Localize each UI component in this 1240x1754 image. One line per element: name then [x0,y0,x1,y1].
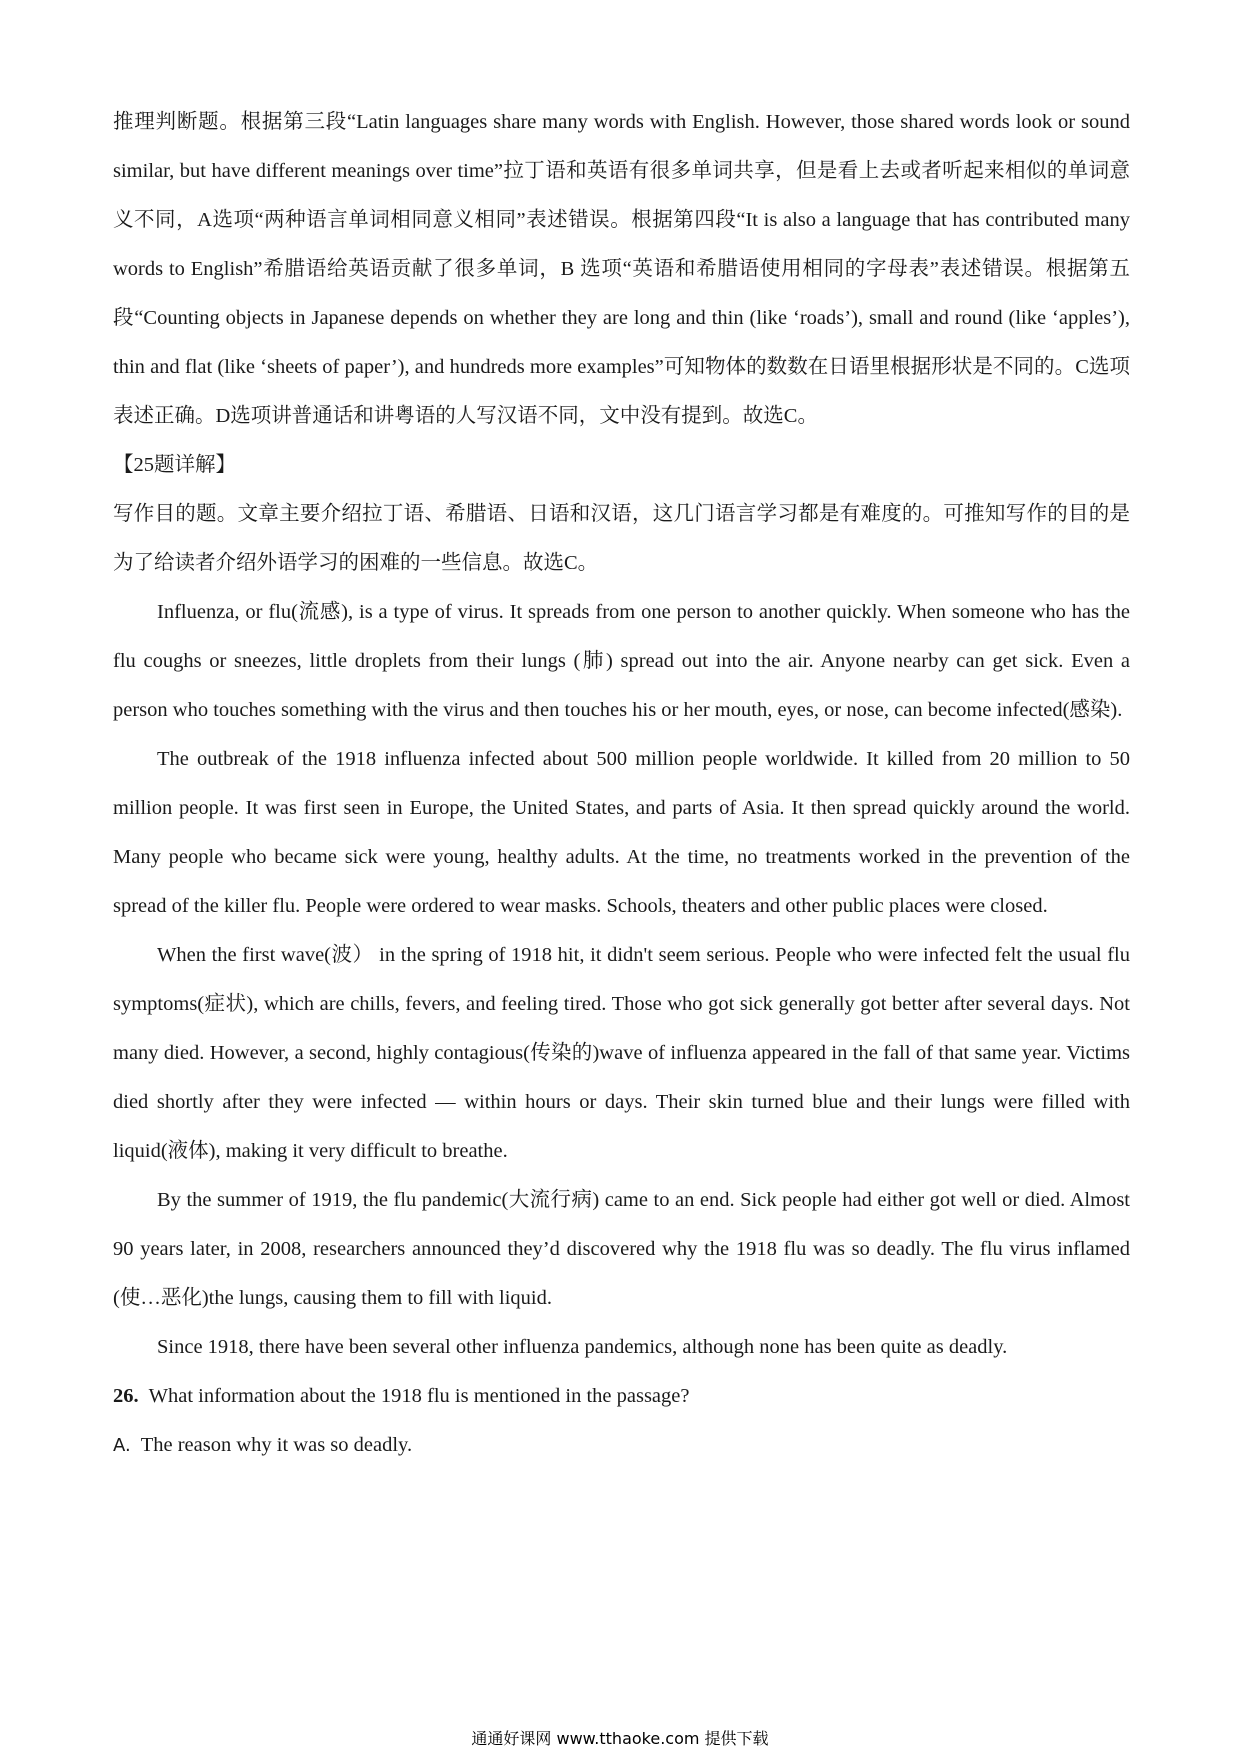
passage-paragraph-2: The outbreak of the 1918 influenza infected about 500 million people worldwide. It killed from 20 million to 50 million people. It was first seen in Europe, the United States, and parts of Asia. It then spread quickly around the world. Many people who became sick were young, healthy adults. At the time, no treatments worked in the prevention of the spread of the killer flu. People were ordered to wear masks. Schools, theaters and other public places were closed. [113,748,1130,917]
question-26 [113,1372,1130,1421]
passage-paragraph-1: Influenza, or flu(流感), is a type of virus. It spreads from one person to another quickly. When someone who has the flu coughs or sneezes, little droplets from their lungs (肺) spread out into the air. Anyone nearby can get sick. Even a person who touches something with the virus and then touches his or her mouth, eyes, or nose, can become infected(感染). [113,601,1130,721]
option-letter: A. [113,1435,131,1456]
explanation-25-text: 写作目的题。文章主要介绍拉丁语、希腊语、日语和汉语，这几门语言学习都是有难度的。可推知写作的目的是为了给读者介绍外语学习的困难的一些信息。故选C。 [113,503,1130,574]
passage-paragraph-4: By the summer of 1919, the flu pandemic(大流行病) came to an end. Sick people had either got well or died. Almost 90 years later, in 2008, researchers announced they’d discovered why the 1918 flu was so deadly. The flu virus inflamed (使…恶化)the lungs, causing them to fill with liquid. [113,1189,1130,1309]
page-footer: 通通好课网 www.tthaoke.com 提供下载 [471,1729,769,1748]
passage-paragraph-3: When the first wave(波） in the spring of 1918 hit, it didn't seem serious. People who were infected felt the usual flu symptoms(症状), which are chills, fevers, and feeling tired. Those who got sick generally got better after several days. Not many died. However, a second, highly contagious(传染的)wave of influenza appeared in the fall of that same year. Victims died shortly after they were infected — within hours or days. Their skin turned blue and their lungs were filled with liquid(液体), making it very difficult to breathe. [113,944,1130,1162]
passage-paragraph-5: Since 1918, there have been several other influenza pandemics, although none has been quite as deadly. [157,1336,1008,1358]
explanation-25-heading: 【25题详解】 [113,454,236,476]
question-26-option-a [113,1421,1130,1470]
question-text: What information about the 1918 flu is mentioned in the passage? [148,1385,690,1407]
option-text: The reason why it was so deadly. [140,1434,413,1456]
document-page [113,98,1130,1470]
question-number: 26. [113,1385,139,1407]
explanation-24-text: 推理判断题。根据第三段“Latin languages share many words with English. However, those shared words look or sound similar, but have different meanings over time”拉丁语和英语有很多单词共享，但是看上去或者听起来相似的单词意义不同，A选项“两种语言单词相同意义相同”表述错误。根据第四段“It is also a language that has contributed many words to English”希腊语给英语贡献了很多单词，B 选项“英语和希腊语使用相同的字母表”表述错误。根据第五段“Counting objects in Japanese depends on whether they are long and thin (like ‘roads’), small and round (like ‘apples’), thin and flat (like ‘sheets of paper’), and hundreds more examples”可知物体的数数在日语里根据形状是不同的。C选项表述正确。D选项讲普通话和讲粤语的人写汉语不同，文中没有提到。故选C。 [113,111,1130,427]
